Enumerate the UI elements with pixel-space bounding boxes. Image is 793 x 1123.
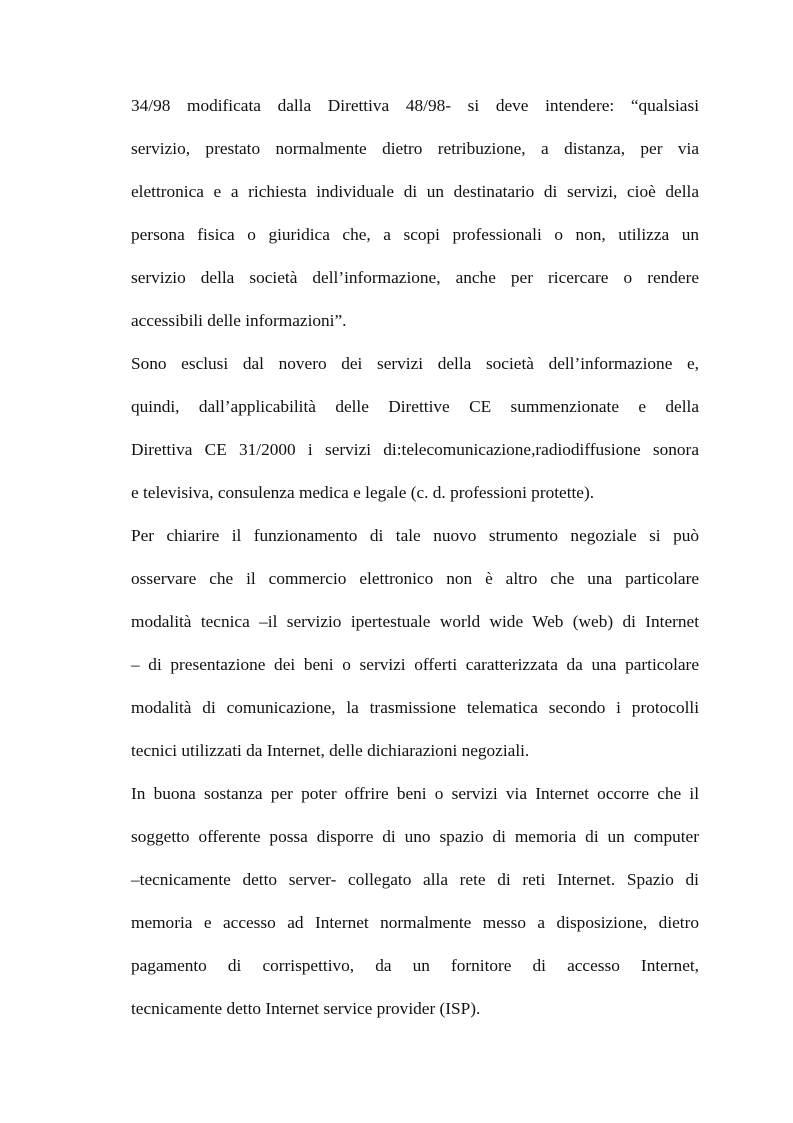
text-line: tecnici utilizzati da Internet, delle dichiarazioni negoziali. bbox=[131, 741, 530, 760]
text-line: In buona sostanza per poter offrire beni o servizi via Internet occorre che il bbox=[131, 784, 699, 803]
text-line: 34/98 modificata dalla Direttiva 48/98- si deve intendere: “qualsiasi bbox=[131, 96, 699, 115]
text-line: –tecnicamente detto server- collegato alla rete di reti Internet. Spazio di bbox=[131, 870, 699, 889]
text-line: memoria e accesso ad Internet normalmente messo a disposizione, dietro bbox=[131, 913, 699, 932]
text-line: osservare che il commercio elettronico non è altro che una particolare bbox=[131, 569, 699, 588]
text-line: pagamento di corrispettivo, da un fornitore di accesso Internet, bbox=[131, 956, 699, 975]
text-line: servizio della società dell’informazione, anche per ricercare o rendere bbox=[131, 268, 699, 287]
text-line: Per chiarire il funzionamento di tale nuovo strumento negoziale si può bbox=[131, 526, 699, 545]
text-line: persona fisica o giuridica che, a scopi professionali o non, utilizza un bbox=[131, 225, 699, 244]
text-line: elettronica e a richiesta individuale di un destinatario di servizi, cioè della bbox=[131, 182, 699, 201]
paragraph-3 bbox=[131, 514, 699, 772]
paragraph-2 bbox=[131, 342, 699, 514]
text-line: modalità di comunicazione, la trasmissione telematica secondo i protocolli bbox=[131, 698, 699, 717]
text-line: tecnicamente detto Internet service provider (ISP). bbox=[131, 999, 481, 1018]
text-line: soggetto offerente possa disporre di uno spazio di memoria di un computer bbox=[131, 827, 699, 846]
text-line: servizio, prestato normalmente dietro retribuzione, a distanza, per via bbox=[131, 139, 699, 158]
text-line: e televisiva, consulenza medica e legale (c. d. professioni protette). bbox=[131, 483, 595, 502]
text-line: modalità tecnica –il servizio ipertestuale world wide Web (web) di Internet bbox=[131, 612, 699, 631]
document-body bbox=[131, 84, 699, 1030]
paragraph-4 bbox=[131, 772, 699, 1030]
text-line: Sono esclusi dal novero dei servizi della società dell’informazione e, bbox=[131, 354, 699, 373]
text-line: quindi, dall’applicabilità delle Direttive CE summenzionate e della bbox=[131, 397, 699, 416]
paragraph-1 bbox=[131, 84, 699, 342]
text-line: – di presentazione dei beni o servizi offerti caratterizzata da una particolare bbox=[131, 655, 699, 674]
text-line: Direttiva CE 31/2000 i servizi di:telecomunicazione,radiodiffusione sonora bbox=[131, 440, 699, 459]
text-line: accessibili delle informazioni”. bbox=[131, 311, 347, 330]
